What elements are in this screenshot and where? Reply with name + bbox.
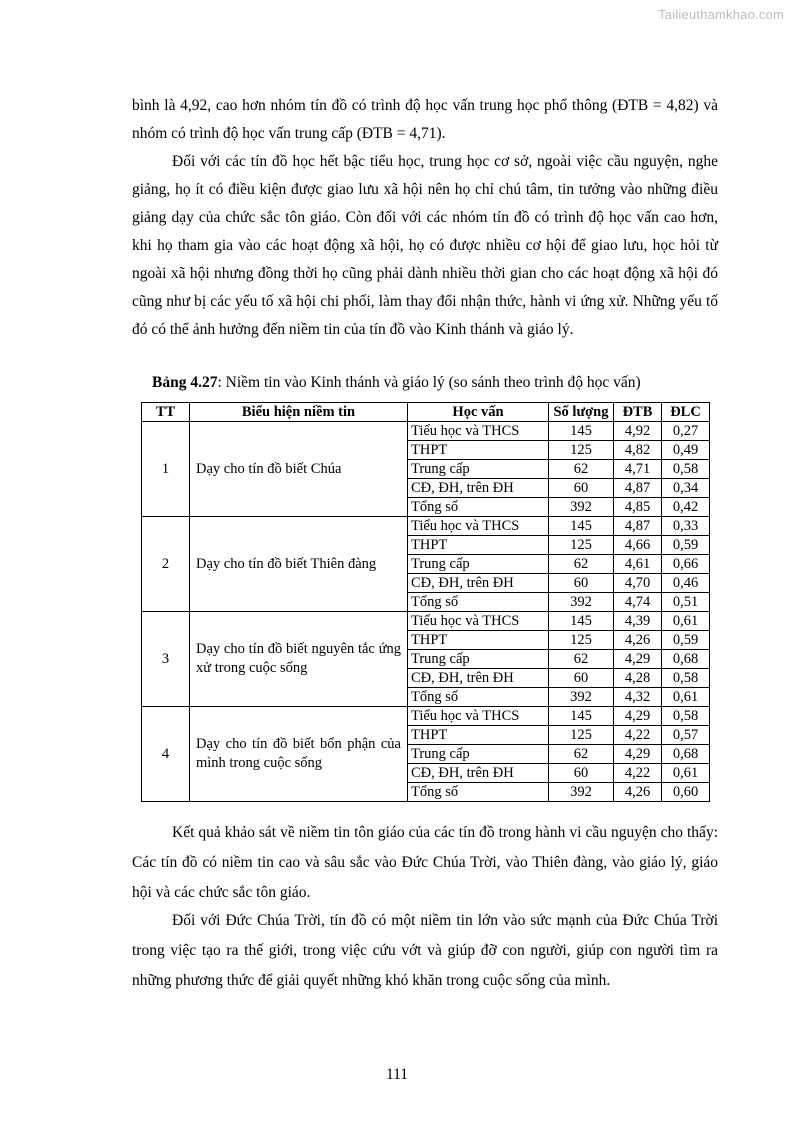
sd-cell: 0,34: [662, 479, 710, 498]
table-caption-label: Bảng 4.27: [152, 374, 218, 391]
mean-cell: 4,26: [614, 631, 662, 650]
count-cell: 125: [549, 726, 614, 745]
sd-cell: 0,57: [662, 726, 710, 745]
sd-cell: 0,51: [662, 593, 710, 612]
count-cell: 392: [549, 498, 614, 517]
count-cell: 62: [549, 650, 614, 669]
table-caption: [152, 374, 641, 392]
mean-cell: 4,22: [614, 764, 662, 783]
paragraph-4: Đối với Đức Chúa Trời, tín đồ có một niềm tin lớn vào sức mạnh của Đức Chúa Trời trong việc tạo ra thế giới, trong việc cứu vớt và giúp đỡ con người, giúp con người tìm ra những phương thức để giải quyết những khó khăn trong cuộc sống của mình.: [132, 912, 718, 989]
paragraph-1: bình là 4,92, cao hơn nhóm tín đồ có trình độ học vấn trung học phổ thông (ĐTB = 4,82) và nhóm có trình độ học vấn trung cấp (ĐTB = 4,71).: [132, 97, 718, 142]
mean-cell: 4,66: [614, 536, 662, 555]
sd-cell: 0,60: [662, 783, 710, 802]
mean-cell: 4,28: [614, 669, 662, 688]
education-cell: CĐ, ĐH, trên ĐH: [408, 669, 549, 688]
education-cell: Tiểu học và THCS: [408, 707, 549, 726]
count-cell: 62: [549, 745, 614, 764]
header-mean: ĐTB: [614, 403, 662, 422]
table-row: [142, 517, 710, 536]
sd-cell: 0,66: [662, 555, 710, 574]
tt-cell: 2: [142, 517, 190, 612]
sd-cell: 0,58: [662, 460, 710, 479]
mean-cell: 4,39: [614, 612, 662, 631]
count-cell: 145: [549, 707, 614, 726]
sd-cell: 0,42: [662, 498, 710, 517]
count-cell: 125: [549, 536, 614, 555]
header-sd: ĐLC: [662, 403, 710, 422]
tt-cell: 4: [142, 707, 190, 802]
mean-cell: 4,61: [614, 555, 662, 574]
header-belief: Biểu hiện niềm tin: [190, 403, 408, 422]
belief-cell: Dạy cho tín đồ biết nguyên tắc ứng xử trong cuộc sống: [190, 612, 408, 707]
mean-cell: 4,29: [614, 707, 662, 726]
education-cell: CĐ, ĐH, trên ĐH: [408, 574, 549, 593]
paragraph-2: Đối với các tín đồ học hết bậc tiểu học, trung học cơ sở, ngoài việc cầu nguyện, nghe giảng, họ ít có điều kiện được giao lưu xã hội nên họ chỉ chú tâm, tin tưởng vào những điều giảng dạy của chức sắc tôn giáo. Còn đối với các nhóm tín đồ có trình độ học vấn cao hơn, khi họ tham gia vào các hoạt động xã hội, họ có được nhiều cơ hội để giao lưu, học hỏi từ ngoài xã hội nhưng đồng thời họ cũng phải dành nhiều thời gian cho các hoạt động xã hội đó cũng như bị các yếu tố xã hội chi phối, làm thay đổi nhận thức, hành vi ứng xử. Những yếu tố đó có thể ảnh hưởng đến niềm tin của tín đồ vào Kinh thánh và giáo lý.: [132, 153, 718, 338]
sd-cell: 0,58: [662, 707, 710, 726]
count-cell: 60: [549, 669, 614, 688]
belief-cell: Dạy cho tín đồ biết Chúa: [190, 422, 408, 517]
count-cell: 62: [549, 555, 614, 574]
education-cell: THPT: [408, 726, 549, 745]
watermark: Tailieuthamkhao.com: [658, 7, 784, 22]
sd-cell: 0,27: [662, 422, 710, 441]
education-cell: Tổng số: [408, 783, 549, 802]
sd-cell: 0,46: [662, 574, 710, 593]
mean-cell: 4,85: [614, 498, 662, 517]
sd-cell: 0,68: [662, 745, 710, 764]
header-education: Học vấn: [408, 403, 549, 422]
education-cell: THPT: [408, 441, 549, 460]
count-cell: 125: [549, 441, 614, 460]
sd-cell: 0,58: [662, 669, 710, 688]
education-cell: CĐ, ĐH, trên ĐH: [408, 479, 549, 498]
count-cell: 145: [549, 517, 614, 536]
sd-cell: 0,61: [662, 764, 710, 783]
table-row: [142, 422, 710, 441]
education-cell: THPT: [408, 631, 549, 650]
count-cell: 62: [549, 460, 614, 479]
mean-cell: 4,82: [614, 441, 662, 460]
education-cell: Trung cấp: [408, 650, 549, 669]
table-row: [142, 707, 710, 726]
education-cell: CĐ, ĐH, trên ĐH: [408, 764, 549, 783]
table-caption-text: : Niềm tin vào Kinh thánh và giáo lý (so sánh theo trình độ học vấn): [217, 374, 641, 391]
mean-cell: 4,92: [614, 422, 662, 441]
page-number: 111: [385, 1066, 409, 1083]
table-row: [142, 612, 710, 631]
mean-cell: 4,87: [614, 517, 662, 536]
education-cell: Tổng số: [408, 593, 549, 612]
mean-cell: 4,74: [614, 593, 662, 612]
count-cell: 60: [549, 764, 614, 783]
count-cell: 60: [549, 479, 614, 498]
mean-cell: 4,26: [614, 783, 662, 802]
education-cell: Tiểu học và THCS: [408, 612, 549, 631]
education-cell: Tổng số: [408, 498, 549, 517]
mean-cell: 4,22: [614, 726, 662, 745]
table-header-row: [142, 403, 710, 422]
mean-cell: 4,87: [614, 479, 662, 498]
mean-cell: 4,29: [614, 650, 662, 669]
belief-table: [141, 402, 710, 802]
education-cell: Tổng số: [408, 688, 549, 707]
sd-cell: 0,61: [662, 612, 710, 631]
count-cell: 125: [549, 631, 614, 650]
count-cell: 392: [549, 593, 614, 612]
paragraph-3: Kết quả khảo sát về niềm tin tôn giáo của các tín đồ trong hành vi cầu nguyện cho thấy: Các tín đồ có niềm tin cao và sâu sắc vào Đức Chúa Trời, vào Thiên đàng, vào giáo lý, giáo hội và các chức sắc tôn giáo.: [132, 824, 718, 901]
count-cell: 145: [549, 422, 614, 441]
mean-cell: 4,32: [614, 688, 662, 707]
education-cell: Trung cấp: [408, 460, 549, 479]
count-cell: 392: [549, 688, 614, 707]
education-cell: Trung cấp: [408, 745, 549, 764]
sd-cell: 0,68: [662, 650, 710, 669]
education-cell: THPT: [408, 536, 549, 555]
count-cell: 392: [549, 783, 614, 802]
header-count: Số lượng: [549, 403, 614, 422]
education-cell: Trung cấp: [408, 555, 549, 574]
count-cell: 60: [549, 574, 614, 593]
mean-cell: 4,70: [614, 574, 662, 593]
sd-cell: 0,49: [662, 441, 710, 460]
belief-cell: Dạy cho tín đồ biết bổn phận của mình trong cuộc sống: [190, 707, 408, 802]
sd-cell: 0,59: [662, 536, 710, 555]
tt-cell: 3: [142, 612, 190, 707]
count-cell: 145: [549, 612, 614, 631]
header-tt: TT: [142, 403, 190, 422]
sd-cell: 0,59: [662, 631, 710, 650]
sd-cell: 0,61: [662, 688, 710, 707]
education-cell: Tiểu học và THCS: [408, 422, 549, 441]
belief-cell: Dạy cho tín đồ biết Thiên đàng: [190, 517, 408, 612]
mean-cell: 4,71: [614, 460, 662, 479]
tt-cell: 1: [142, 422, 190, 517]
mean-cell: 4,29: [614, 745, 662, 764]
education-cell: Tiểu học và THCS: [408, 517, 549, 536]
sd-cell: 0,33: [662, 517, 710, 536]
